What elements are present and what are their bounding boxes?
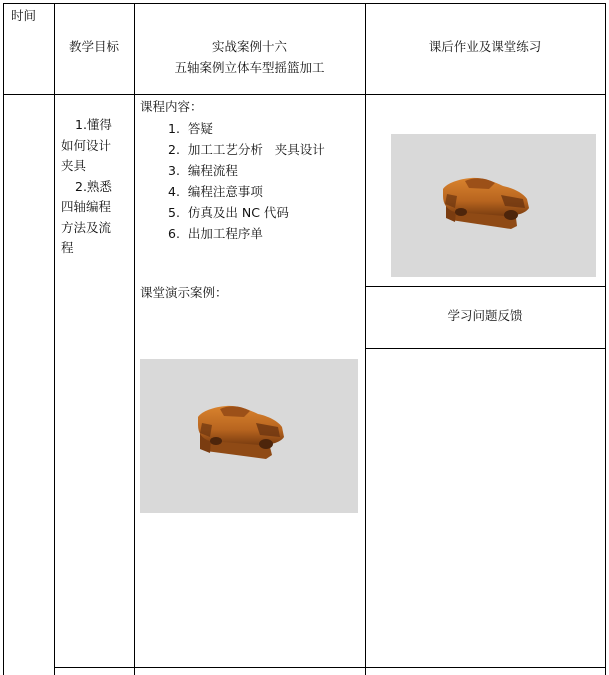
goal-line: 夹具 xyxy=(61,158,87,173)
bottom-row-divider xyxy=(54,667,606,668)
table-border-top xyxy=(3,3,606,4)
table-border-right xyxy=(605,3,606,675)
header-case-title: 实战案例十六 xyxy=(211,39,287,54)
course-content-heading: 课程内容： xyxy=(140,99,203,114)
list-item: 6. 出加工程序单 xyxy=(168,226,263,241)
header-teaching-goal: 教学目标 xyxy=(68,39,119,54)
goal-line: 1.懂得 xyxy=(75,117,112,132)
list-item: 1. 答疑 xyxy=(168,121,213,136)
car-model-image-right xyxy=(391,134,596,277)
list-item: 4. 编程注意事项 xyxy=(168,184,263,199)
goal-line: 程 xyxy=(61,240,74,255)
list-item: 2. 加工工艺分析 夹具设计 xyxy=(168,142,325,157)
table-divider-col2 xyxy=(134,3,135,675)
teaching-goals xyxy=(61,115,131,259)
goal-line: 四轴编程 xyxy=(61,199,112,214)
goal-line: 如何设计 xyxy=(61,137,112,153)
table-border-left xyxy=(3,3,4,675)
goal-line: 方法及流 xyxy=(61,219,112,235)
list-item: 3. 编程流程 xyxy=(168,163,238,178)
feedback-row-top xyxy=(365,286,606,287)
course-content-list xyxy=(168,118,325,244)
header-time: 时间 xyxy=(11,8,37,23)
list-item: 5. 仿真及出 NC 代码 xyxy=(168,205,289,220)
table-divider-col1 xyxy=(54,3,55,675)
car-model-image-left xyxy=(140,359,358,513)
car-model-icon xyxy=(391,134,596,277)
header-case-subtitle: 五轴案例立体车型摇篮加工 xyxy=(174,60,325,75)
header-homework: 课后作业及课堂练习 xyxy=(428,39,542,54)
header-row-divider xyxy=(3,94,606,95)
car-model-icon xyxy=(140,359,358,513)
feedback-label: 学习问题反馈 xyxy=(447,308,523,323)
feedback-row-bottom xyxy=(365,348,606,349)
demo-case-label: 课堂演示案例： xyxy=(140,285,228,300)
table-divider-col3 xyxy=(365,3,366,675)
goal-line: 2.熟悉 xyxy=(75,178,112,194)
